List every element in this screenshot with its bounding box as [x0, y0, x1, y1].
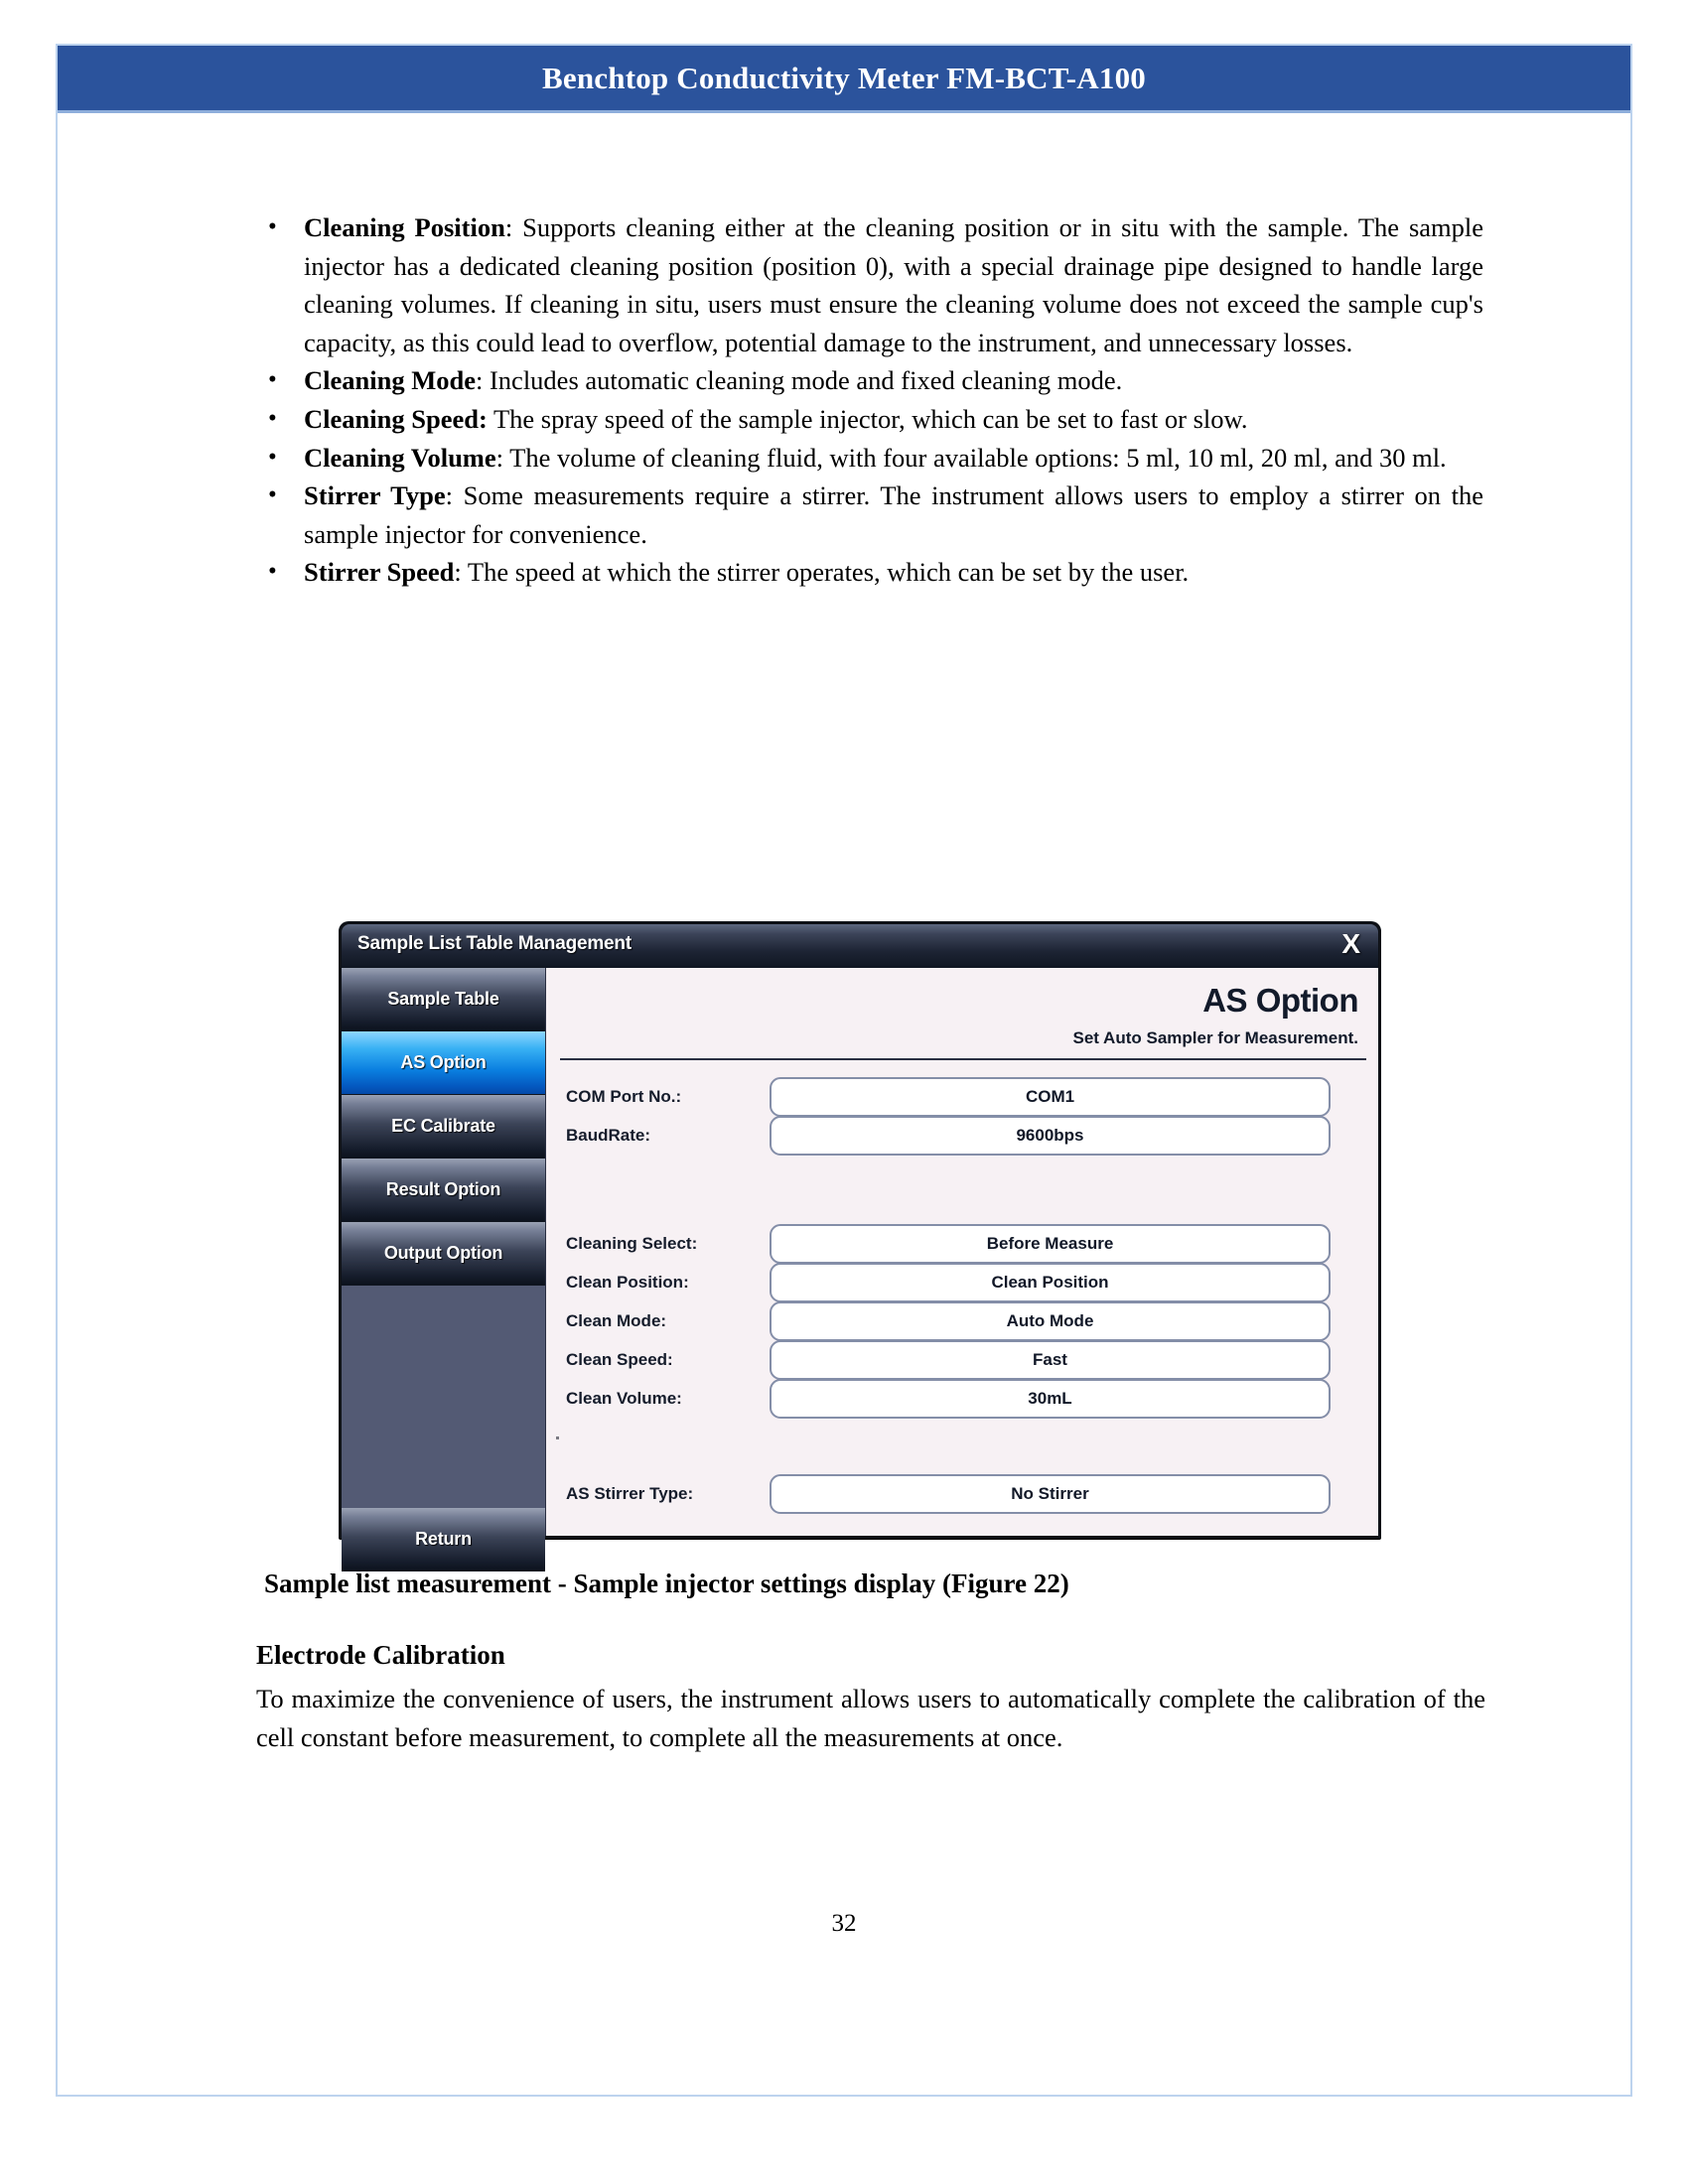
bullet-marker-icon: • — [268, 366, 277, 394]
close-icon[interactable]: X — [1341, 928, 1360, 959]
list-item — [256, 208, 1483, 361]
dialog-content-panel — [546, 968, 1378, 1536]
field-com-port — [566, 1077, 1350, 1117]
bullet-term: Cleaning Speed: — [304, 403, 488, 434]
dialog-titlebar — [342, 924, 1378, 969]
field-value-as-stirrer-type[interactable] — [770, 1474, 1331, 1514]
field-clean-volume — [566, 1379, 1350, 1419]
list-item — [256, 439, 1483, 478]
field-value-clean-speed[interactable] — [770, 1340, 1331, 1380]
field-label: Clean Mode: — [566, 1311, 667, 1330]
field-as-stirrer-type — [566, 1474, 1350, 1514]
panel-title: AS Option — [1202, 982, 1358, 1019]
bullet-text — [304, 208, 1483, 361]
field-value-text: 9600bps — [1016, 1126, 1084, 1145]
field-value-cleaning-select[interactable] — [770, 1224, 1331, 1264]
field-label: AS Stirrer Type: — [566, 1484, 694, 1503]
sidebar-item-result-option[interactable] — [342, 1159, 545, 1222]
field-value-clean-volume[interactable] — [770, 1379, 1331, 1419]
panel-subtitle: Set Auto Sampler for Measurement. — [1072, 1028, 1358, 1047]
sidebar-filler — [342, 1286, 545, 1508]
field-value-text: Auto Mode — [1006, 1311, 1094, 1330]
sidebar-item-label: Result Option — [385, 1179, 501, 1199]
sidebar-item-as-option[interactable] — [342, 1031, 545, 1095]
field-baudrate — [566, 1116, 1350, 1156]
bullet-description: : Some measurements require a stirrer. The instrument allows users to employ a stirrer on the sample injector for convenience. — [304, 480, 1483, 549]
bullet-text — [304, 439, 1483, 478]
sidebar-item-output-option[interactable] — [342, 1222, 545, 1286]
dialog-sidebar — [342, 968, 546, 1549]
bullet-text — [304, 477, 1483, 553]
bullet-text — [304, 361, 1483, 400]
field-clean-position — [566, 1263, 1350, 1302]
field-value-text: Clean Position — [991, 1273, 1109, 1292]
list-item — [256, 553, 1483, 592]
page-header-band — [58, 46, 1630, 113]
field-label: COM Port No.: — [566, 1087, 682, 1106]
bullet-term: Cleaning Mode — [304, 365, 476, 396]
field-value-baudrate[interactable] — [770, 1116, 1331, 1156]
field-value-text: Fast — [1033, 1350, 1067, 1369]
sidebar-item-label: Sample Table — [387, 989, 499, 1009]
field-label: Cleaning Select: — [566, 1234, 698, 1253]
panel-divider — [560, 1058, 1366, 1060]
bullet-term: Stirrer Speed — [304, 557, 455, 588]
bullet-marker-icon: • — [268, 404, 277, 432]
bullet-description: The spray speed of the sample injector, which can be set to fast or slow. — [487, 403, 1248, 434]
field-label: Clean Volume: — [566, 1389, 682, 1408]
page-number: 32 — [831, 1910, 857, 1937]
bullet-description: : The volume of cleaning fluid, with four available options: 5 ml, 10 ml, 20 ml, and 30 ml. — [495, 442, 1447, 473]
sidebar-item-label: EC Calibrate — [391, 1116, 495, 1136]
section-heading: Electrode Calibration — [256, 1640, 505, 1670]
bullet-description: : The speed at which the stirrer operates, which can be set by the user. — [454, 557, 1190, 588]
field-label: BaudRate: — [566, 1126, 651, 1145]
bullet-text — [304, 400, 1483, 439]
sidebar-item-label: Output Option — [383, 1243, 503, 1263]
field-label: Clean Position: — [566, 1273, 689, 1292]
list-item — [256, 400, 1483, 439]
bullet-term: Cleaning Volume — [304, 442, 496, 473]
list-item — [256, 477, 1483, 553]
sidebar-item-label: AS Option — [400, 1052, 487, 1072]
field-value-text: Before Measure — [986, 1234, 1114, 1253]
field-clean-speed — [566, 1340, 1350, 1380]
section-body: To maximize the convenience of users, the instrument allows users to automatically complete the calibration of the cell constant before measurement, to complete all the measurements at once. — [256, 1684, 1485, 1752]
bullet-term: Cleaning Position — [304, 212, 505, 242]
bullet-description: : Supports cleaning either at the cleaning position or in situ with the sample. The sample injector has a dedicated cleaning position (position 0), with a special drainage pipe designed to handle large cleaning volumes. If cleaning in situ, users must ensure the cleaning volume does not exceed the sample cup's capacity, as this could lead to overflow, potential damage to the instrument, and unnecessary losses. — [304, 212, 1484, 357]
device-dialog — [342, 924, 1378, 1549]
field-value-text: No Stirrer — [1011, 1484, 1089, 1503]
sidebar-item-ec-calibrate[interactable] — [342, 1095, 545, 1159]
field-value-com-port[interactable] — [770, 1077, 1331, 1117]
bullet-term: Stirrer Type — [304, 480, 446, 511]
figure-device-screenshot — [339, 921, 1381, 1549]
field-value-text: COM1 — [1025, 1087, 1075, 1106]
return-button-label: Return — [415, 1529, 472, 1549]
dialog-title: Sample List Table Management — [357, 933, 632, 954]
field-value-clean-mode[interactable] — [770, 1301, 1331, 1341]
return-button[interactable] — [342, 1508, 545, 1571]
bullet-marker-icon: • — [268, 213, 277, 240]
panel-stray-dot — [556, 1436, 559, 1439]
bullet-text — [304, 553, 1483, 592]
bullet-marker-icon: • — [268, 558, 277, 586]
bullet-marker-icon: • — [268, 481, 277, 509]
feature-bullet-list — [256, 208, 1483, 592]
field-value-clean-position[interactable] — [770, 1263, 1331, 1302]
document-page — [56, 44, 1632, 2097]
figure-caption: Sample list measurement - Sample injector settings display (Figure 22) — [264, 1569, 1069, 1598]
field-value-text: 30mL — [1028, 1389, 1072, 1408]
field-label: Clean Speed: — [566, 1350, 673, 1369]
field-cleaning-select — [566, 1224, 1350, 1264]
sidebar-item-sample-table[interactable] — [342, 968, 545, 1031]
bullet-marker-icon: • — [268, 443, 277, 471]
bullet-description: : Includes automatic cleaning mode and fixed cleaning mode. — [476, 365, 1123, 396]
list-item — [256, 361, 1483, 400]
page-title: Benchtop Conductivity Meter FM-BCT-A100 — [542, 60, 1146, 95]
field-clean-mode — [566, 1301, 1350, 1341]
